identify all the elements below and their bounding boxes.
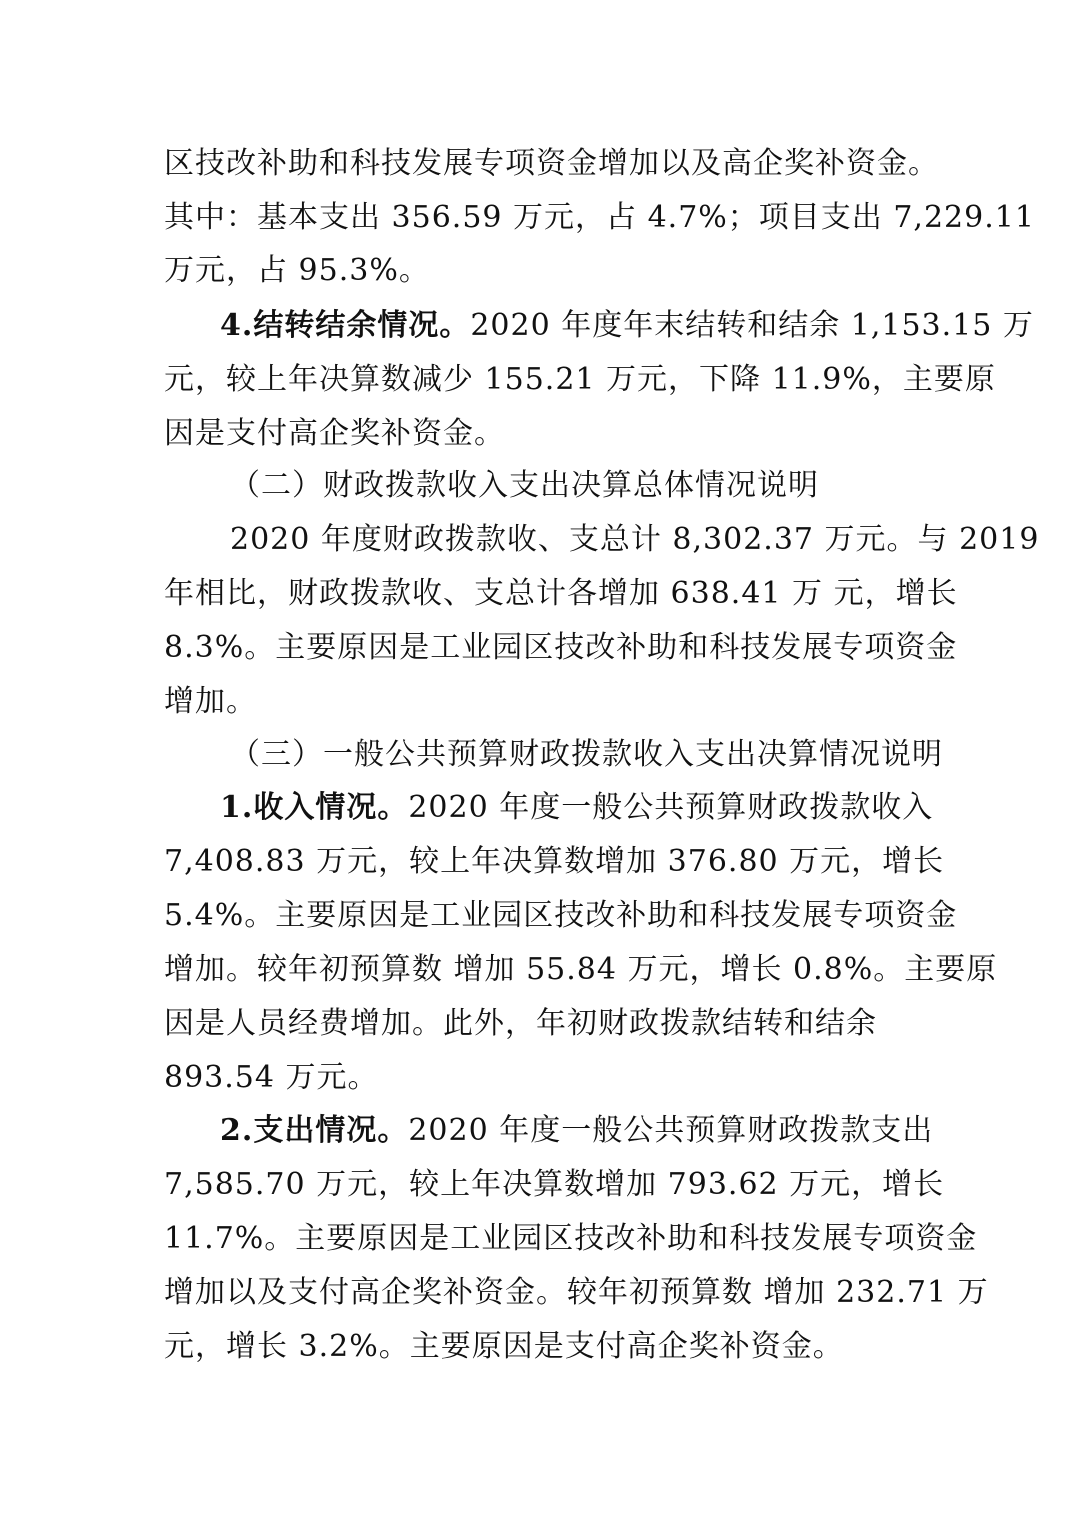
section-heading: （二）财政拨款收入支出决算总体情况说明 — [230, 468, 819, 503]
paragraph-line: 元，较上年决算数减少 155.21 万元，下降 11.9%，主要原 — [164, 362, 996, 397]
paragraph-line: 7,585.70 万元，较上年决算数增加 793.62 万元，增长 — [164, 1167, 945, 1202]
paragraph-line: 8.3%。主要原因是工业园区技改补助和科技发展专项资金 — [164, 630, 958, 665]
paragraph-line: 5.4%。主要原因是工业园区技改补助和科技发展专项资金 — [164, 898, 958, 933]
section-lead-bold: 2.支出情况。 — [220, 1113, 409, 1148]
paragraph-line: 7,408.83 万元，较上年决算数增加 376.80 万元，增长 — [164, 844, 945, 879]
paragraph-text: 2020 年度一般公共预算财政拨款支出 — [408, 1113, 934, 1148]
paragraph-line: 因是支付高企奖补资金。 — [164, 416, 505, 451]
paragraph-line: 增加。较年初预算数 增加 55.84 万元，增长 0.8%。主要原 — [164, 952, 998, 987]
section-heading: （三）一般公共预算财政拨款收入支出决算情况说明 — [230, 737, 943, 772]
paragraph-text: 2020 年度一般公共预算财政拨款收入 — [408, 790, 934, 825]
paragraph-line: 增加以及支付高企奖补资金。较年初预算数 增加 232.71 万 — [164, 1275, 989, 1310]
paragraph-line — [220, 790, 933, 826]
paragraph-line: 万元，占 95.3%。 — [164, 253, 430, 288]
paragraph-line: 增加。 — [164, 684, 257, 719]
paragraph-line: 元，增长 3.2%。主要原因是支付高企奖补资金。 — [164, 1329, 844, 1364]
paragraph-line: 区技改补助和科技发展专项资金增加以及高企奖补资金。 — [164, 146, 939, 181]
paragraph-line: 年相比，财政拨款收、支总计各增加 638.41 万 元，增长 — [164, 576, 958, 611]
paragraph-line: 893.54 万元。 — [164, 1060, 379, 1095]
section-lead-bold: 1.收入情况。 — [220, 790, 409, 825]
section-lead-bold: 4.结转结余情况。 — [220, 308, 471, 343]
paragraph-line: 其中：基本支出 356.59 万元，占 4.7%；项目支出 7,229.11 — [164, 200, 1035, 235]
paragraph-line: 11.7%。主要原因是工业园区技改补助和科技发展专项资金 — [164, 1221, 978, 1256]
paragraph-line — [220, 1113, 933, 1149]
paragraph-line: 因是人员经费增加。此外，年初财政拨款结转和结余 — [164, 1006, 877, 1041]
paragraph-text: 2020 年度年末结转和结余 1,153.15 万 — [470, 308, 1034, 343]
paragraph-line: 2020 年度财政拨款收、支总计 8,302.37 万元。与 2019 — [230, 522, 1040, 557]
paragraph-line — [220, 308, 1034, 344]
